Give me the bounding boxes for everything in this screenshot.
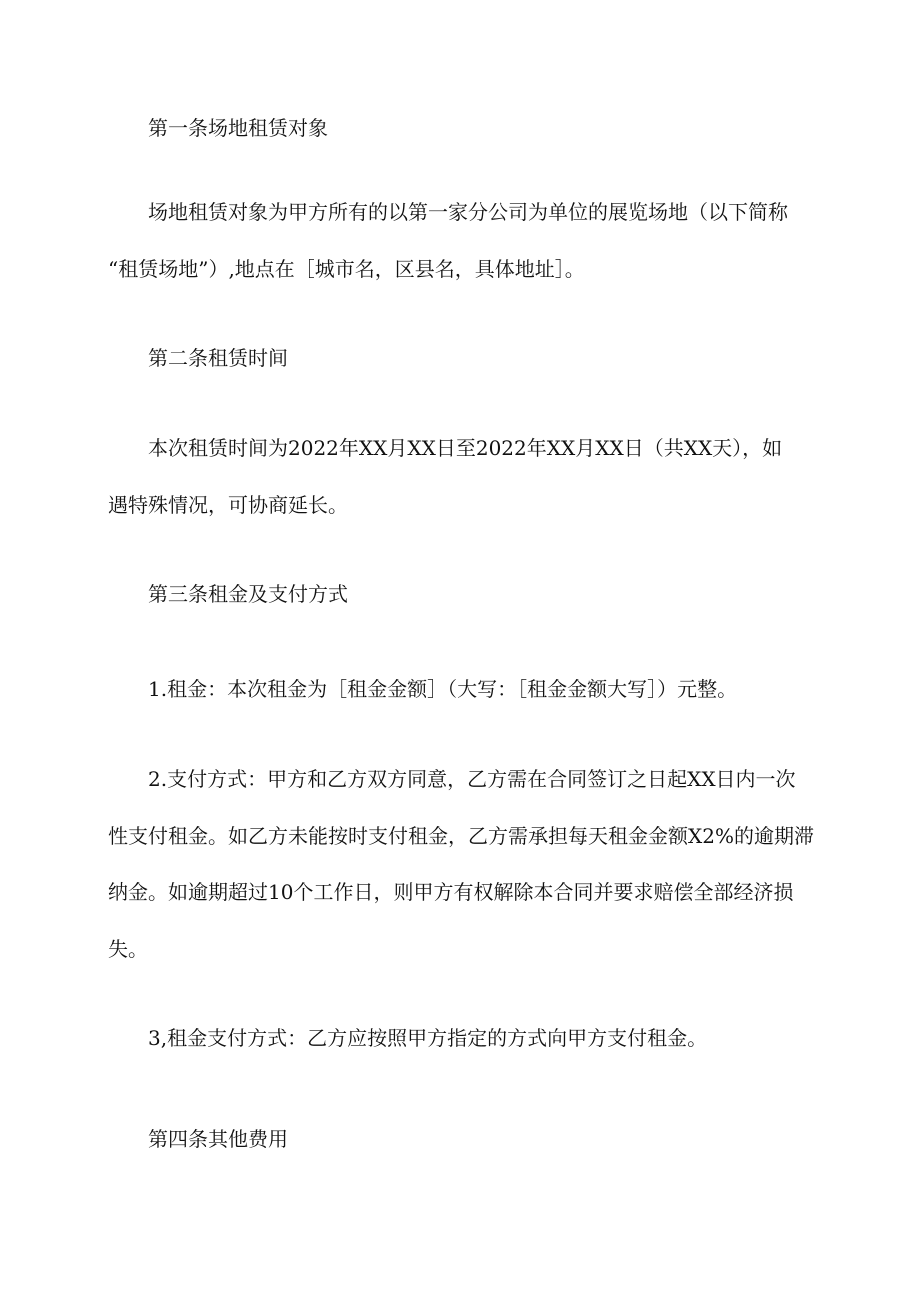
article-2-paragraph-line-1: 本次租赁时间为2022年XX月XX日至2022年XX月XX日（共XX天），如 [148,436,783,460]
article-3-heading: 第三条租金及支付方式 [148,582,348,606]
article-3-item-2-line-2: 性支付租金。如乙方未能按时支付租金，乙方需承担每天租金金额X2%的逾期滞 [108,824,814,848]
article-3-item-2-line-3: 纳金。如逾期超过10个工作日，则甲方有权解除本合同并要求赔偿全部经济损 [108,880,794,904]
article-1-heading: 第一条场地租赁对象 [148,116,328,140]
article-2-heading: 第二条租赁时间 [148,346,288,370]
article-3-item-2-line-1: 2.支付方式：甲方和乙方双方同意，乙方需在合同签订之日起XX日内一次 [148,767,796,791]
article-1-paragraph-line-1: 场地租赁对象为甲方所有的以第一家分公司为单位的展览场地（以下简称 [148,200,788,224]
article-1-paragraph-line-2: “租赁场地”）,地点在［城市名，区县名，具体地址］。 [108,257,585,281]
article-3-item-1: 1.租金：本次租金为［租金金额］（大写：［租金金额大写］）元整。 [148,677,738,701]
article-2-paragraph-line-2: 遇特殊情况，可协商延长。 [108,493,348,517]
article-3-item-3: 3,租金支付方式：乙方应按照甲方指定的方式向甲方支付租金。 [148,1026,708,1050]
article-3-item-2-line-4: 失。 [108,937,148,961]
article-4-heading: 第四条其他费用 [148,1127,288,1151]
